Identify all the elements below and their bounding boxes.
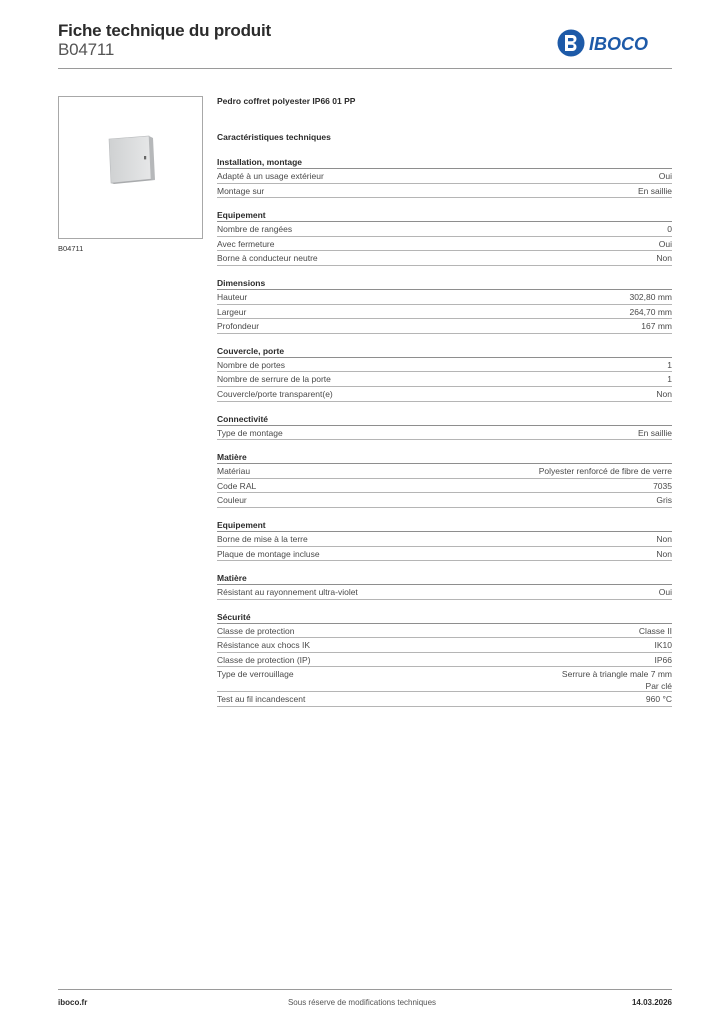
page-title: Fiche technique du produit xyxy=(58,21,271,40)
spec-section xyxy=(217,209,672,266)
section-title: Matière xyxy=(217,451,672,464)
spec-row: Couvercle/porte transparent(e) Non xyxy=(217,387,672,402)
spec-row: Adapté à un usage extérieur Oui xyxy=(217,169,672,184)
spec-row: Classe de protection Classe II xyxy=(217,624,672,639)
spec-row: Code RAL 7035 xyxy=(217,479,672,494)
spec-row: Résistant au rayonnement ultra-violet Oui xyxy=(217,585,672,600)
spec-section xyxy=(217,611,672,707)
spec-row: Test au fil incandescent 960 °C xyxy=(217,692,672,707)
spec-row: Classe de protection (IP) IP66 xyxy=(217,653,672,668)
iboco-logo[interactable] xyxy=(556,28,674,58)
spec-row: Montage sur En saillie xyxy=(217,184,672,199)
spec-row: Plaque de montage incluse Non xyxy=(217,547,672,562)
spec-section xyxy=(217,345,672,402)
footer-site-link[interactable]: iboco.fr xyxy=(58,998,88,1007)
spec-section xyxy=(217,451,672,508)
section-title: Connectivité xyxy=(217,413,672,426)
spec-row: Nombre de rangées 0 xyxy=(217,222,672,237)
tech-heading: Caractéristiques techniques xyxy=(217,132,331,142)
spec-row: Nombre de portes 1 xyxy=(217,358,672,373)
product-image xyxy=(58,96,203,239)
spec-row: Borne de mise à la terre Non xyxy=(217,532,672,547)
spec-row: Profondeur 167 mm xyxy=(217,319,672,334)
product-code: B04711 xyxy=(58,40,115,59)
spec-section xyxy=(217,277,672,334)
spec-row: Matériau Polyester renforcé de fibre de verre xyxy=(217,464,672,479)
spec-section xyxy=(217,519,672,561)
section-title: Sécurité xyxy=(217,611,672,624)
spec-content xyxy=(217,94,672,707)
spec-row: Type de montage En saillie xyxy=(217,426,672,441)
image-caption: B04711 xyxy=(58,244,84,253)
section-title: Couvercle, porte xyxy=(217,345,672,358)
footer-divider xyxy=(58,989,672,990)
section-title: Equipement xyxy=(217,209,672,222)
spec-row: Largeur 264,70 mm xyxy=(217,305,672,320)
spec-row: Type de verrouillage Serrure à triangle male 7 mm Par clé xyxy=(217,669,672,692)
spec-row: Avec fermeture Oui xyxy=(217,237,672,252)
spec-section xyxy=(217,156,672,198)
spec-section xyxy=(217,413,672,441)
spec-row: Borne à conducteur neutre Non xyxy=(217,251,672,266)
section-title: Installation, montage xyxy=(217,156,672,169)
section-title: Dimensions xyxy=(217,277,672,290)
footer-note: Sous réserve de modifications techniques xyxy=(287,998,437,1007)
spec-section xyxy=(217,572,672,600)
product-name: Pedro coffret polyester IP66 01 PP xyxy=(217,96,356,106)
footer-date: 14.03.2026 xyxy=(631,998,672,1007)
header-divider xyxy=(58,68,672,69)
logo-text: IBOCO xyxy=(589,34,649,54)
spec-row: Couleur Gris xyxy=(217,493,672,508)
section-title: Equipement xyxy=(217,519,672,532)
section-title: Matière xyxy=(217,572,672,585)
spec-row: Hauteur 302,80 mm xyxy=(217,290,672,305)
spec-row: Résistance aux chocs IK IK10 xyxy=(217,638,672,653)
spec-row: Nombre de serrure de la porte 1 xyxy=(217,372,672,387)
